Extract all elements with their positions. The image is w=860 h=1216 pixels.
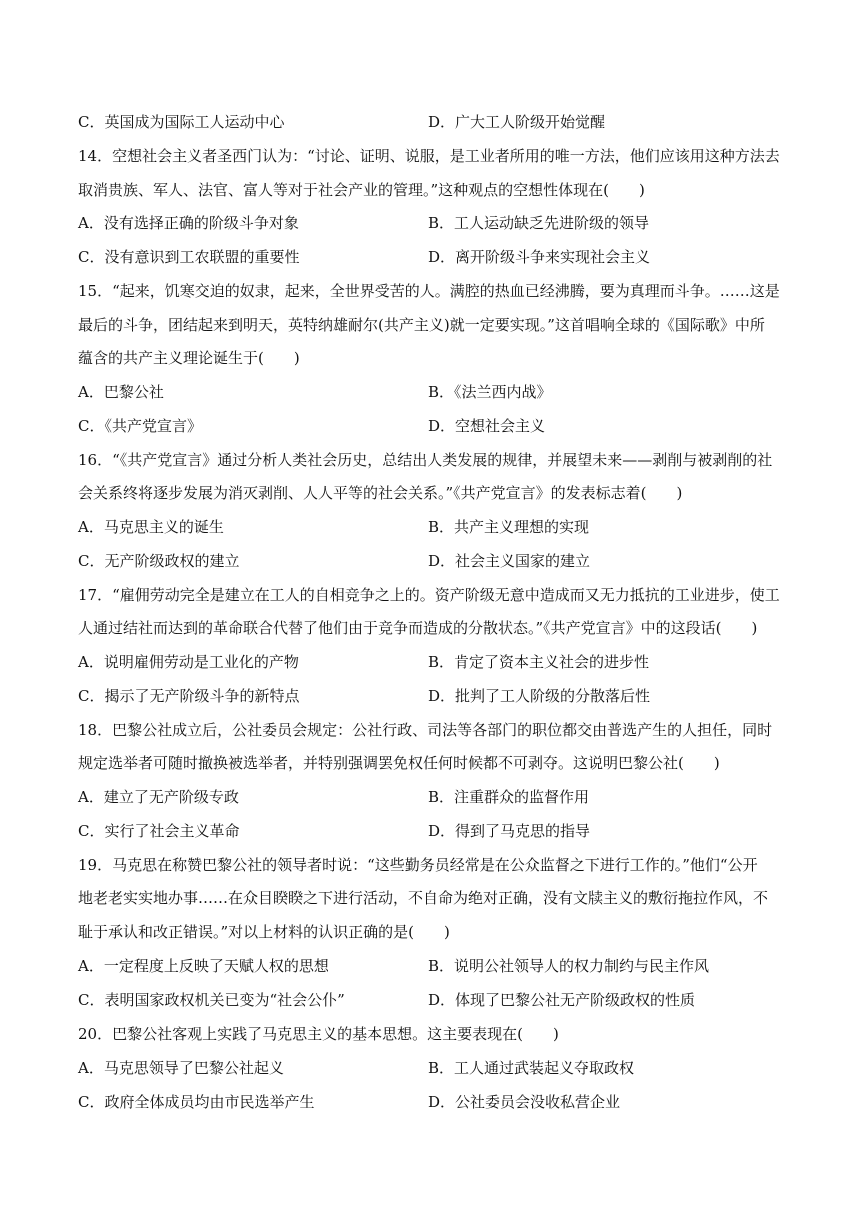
q16-stem-line-2: 会关系终将逐步发展为消灭剥削、人人平等的社会关系。”《共产党宣言》的发表标志着( ): [78, 484, 683, 502]
q17-stem-line-1: 17．“雇佣劳动完全是建立在工人的自相竞争之上的。资产阶级无意中造成而又无力抵抗的工业进步，使工: [78, 586, 780, 604]
q14-option-c: C．没有意识到工农联盟的重要性: [78, 248, 300, 266]
q19-option-c: C．表明国家政权机关已变为“社会公仆”: [78, 991, 345, 1009]
q18-option-b: B．注重群众的监督作用: [428, 788, 590, 806]
q17-stem-line-2: 人通过结社而达到的革命联合代替了他们由于竞争而造成的分散状态。”《共产党宣言》中的这段话( ): [78, 619, 758, 637]
q15-option-d: D．空想社会主义: [428, 417, 546, 435]
q15-options-row-2: [78, 416, 802, 436]
q19-option-b: B．说明公社领导人的权力制约与民主作风: [428, 957, 710, 975]
q15-stem-line-3: 蕴含的共产主义理论诞生于( ): [78, 349, 300, 367]
q18-option-c: C．实行了社会主义革命: [78, 822, 240, 840]
q18-stem-line-1: 18．巴黎公社成立后，公社委员会规定：公社行政、司法等各部门的职位都交由普选产生的人担任，同时: [78, 721, 773, 739]
q15-stem-line-1: 15．“起来，饥寒交迫的奴隶，起来，全世界受苦的人。满腔的热血已经沸腾，要为真理而斗争。……这是: [78, 282, 780, 300]
q18-options-row-2: [78, 821, 802, 841]
q19-stem-line-2: 地老老实实地办事……在众目睽睽之下进行活动，不自命为绝对正确，没有文牍主义的敷衍拖拉作风，不: [78, 889, 769, 907]
q19-option-d: D．体现了巴黎公社无产阶级政权的性质: [428, 991, 696, 1009]
q15-option-c: C．《共产党宣言》: [78, 417, 202, 435]
q16-option-a: A．马克思主义的诞生: [78, 518, 224, 536]
q14-options-row-2: [78, 247, 802, 267]
q15-option-a: A．巴黎公社: [78, 383, 164, 401]
q15-option-b: B．《法兰西内战》: [428, 383, 552, 401]
q20-option-b: B．工人通过武装起义夺取政权: [428, 1059, 635, 1077]
q17-option-c: C．揭示了无产阶级斗争的新特点: [78, 687, 300, 705]
q20-option-a: A．马克思领导了巴黎公社起义: [78, 1059, 284, 1077]
q16-options-row-2: [78, 551, 802, 571]
q16-option-d: D．社会主义国家的建立: [428, 552, 591, 570]
q19-options-row-2: [78, 990, 802, 1010]
q13-options-row-1: [78, 112, 802, 132]
q17-options-row-2: [78, 686, 802, 706]
q18-option-a: A．建立了无产阶级专政: [78, 788, 239, 806]
q19-stem-line-1: 19．马克思在称赞巴黎公社的领导者时说：“这些勤务员经常是在公众监督之下进行工作的。”他们“公开: [78, 856, 758, 874]
q17-option-b: B．肯定了资本主义社会的进步性: [428, 653, 650, 671]
q19-option-a: A．一定程度上反映了天赋人权的思想: [78, 957, 329, 975]
q13-option-d: D．广大工人阶级开始觉醒: [428, 113, 606, 131]
q14-option-a: A．没有选择正确的阶级斗争对象: [78, 214, 299, 232]
q16-stem-line-1: 16．“《共产党宣言》通过分析人类社会历史，总结出人类发展的规律，并展望未来——剥削与被剥削的社: [78, 451, 773, 469]
q16-option-b: B．共产主义理想的实现: [428, 518, 590, 536]
q14-option-d: D．离开阶级斗争来实现社会主义: [428, 248, 651, 266]
q18-stem-line-2: 规定选举者可随时撤换被选举者，并特别强调罢免权任何时候都不可剥夺。这说明巴黎公社( ): [78, 754, 720, 772]
q14-options-row-1: [78, 213, 802, 233]
q15-options-row-1: [78, 382, 802, 402]
q16-option-c: C．无产阶级政权的建立: [78, 552, 240, 570]
q14-stem-line-1: 14．空想社会主义者圣西门认为：“讨论、证明、说服，是工业者所用的唯一方法，他们应该用这种方法去: [78, 147, 780, 165]
q20-option-d: D．公社委员会没收私营企业: [428, 1093, 621, 1111]
q17-options-row-1: [78, 652, 802, 672]
q20-options-row-2: [78, 1092, 802, 1112]
q20-options-row-1: [78, 1058, 802, 1078]
q20-stem-line-1: 20．巴黎公社客观上实践了马克思主义的基本思想。这主要表现在( ): [78, 1025, 559, 1043]
q14-option-b: B．工人运动缺乏先进阶级的领导: [428, 214, 650, 232]
q17-option-a: A．说明雇佣劳动是工业化的产物: [78, 653, 299, 671]
q19-stem-line-3: 耻于承认和改正错误。”对以上材料的认识正确的是( ): [78, 923, 450, 941]
q15-stem-line-2: 最后的斗争，团结起来到明天，英特纳雄耐尔(共产主义)就一定要实现。”这首唱响全球的《国际歌》中所: [78, 316, 765, 334]
q19-options-row-1: [78, 956, 802, 976]
q16-options-row-1: [78, 517, 802, 537]
q18-options-row-1: [78, 787, 802, 807]
q20-option-c: C．政府全体成员均由市民选举产生: [78, 1093, 315, 1111]
q18-option-d: D．得到了马克思的指导: [428, 822, 591, 840]
q17-option-d: D．批判了工人阶级的分散落后性: [428, 687, 651, 705]
q14-stem-line-2: 取消贵族、军人、法官、富人等对于社会产业的管理。”这种观点的空想性体现在( ): [78, 181, 645, 199]
q13-option-c: C．英国成为国际工人运动中心: [78, 113, 285, 131]
